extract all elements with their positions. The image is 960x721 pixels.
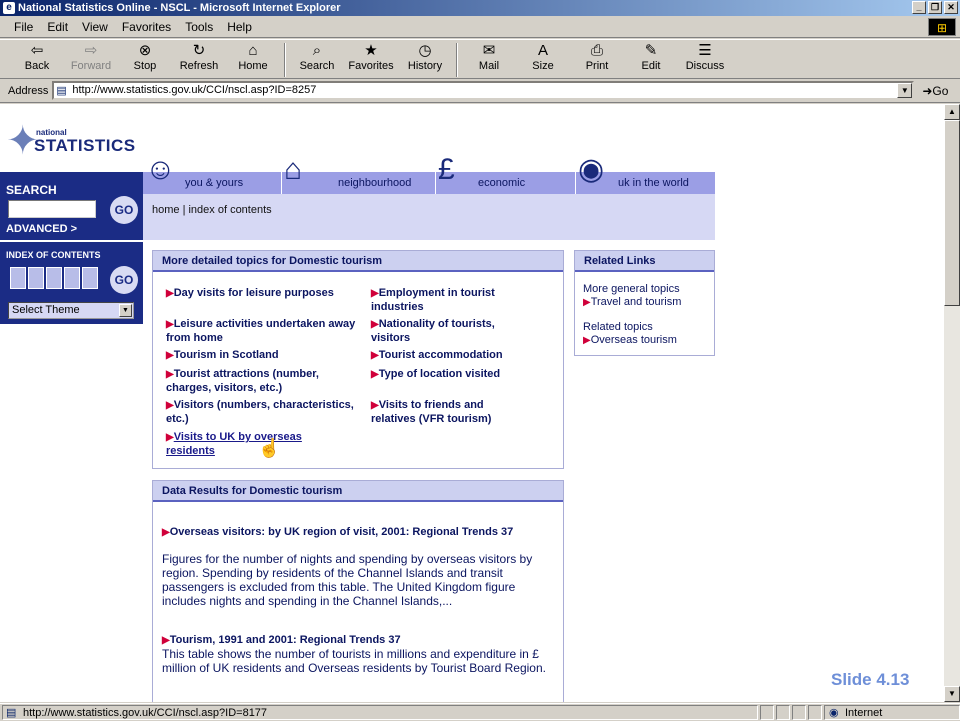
hand-cursor-icon: ☝ — [258, 438, 281, 458]
arrow-icon: ▶ — [371, 350, 379, 361]
page-icon: ▤ — [56, 85, 67, 97]
topic-link[interactable]: ▶Day visits for leisure purposes — [166, 287, 334, 299]
mail-icon: ✉ — [482, 42, 496, 59]
tab-economic[interactable]: £ economic — [436, 172, 576, 194]
breadcrumb-band — [143, 194, 715, 240]
topic-link-hovered[interactable]: ▶Visits to UK by overseas residents — [166, 431, 302, 457]
arrow-icon: ▶ — [162, 527, 170, 538]
chevron-down-icon: ▼ — [119, 304, 132, 317]
home-icon: ⌂ — [248, 42, 258, 59]
index-heading: INDEX OF CONTENTS — [6, 250, 101, 260]
search-input[interactable] — [8, 200, 96, 218]
related-links-heading: Related Links — [575, 251, 714, 272]
breadcrumb[interactable]: home | index of contents — [152, 204, 272, 216]
search-heading: SEARCH — [6, 183, 57, 197]
back-arrow-icon: ⇦ — [30, 42, 44, 59]
favorites-button[interactable]: ★ Favorites — [344, 40, 398, 78]
go-arrow-icon: ➜ — [922, 83, 933, 98]
stop-button[interactable]: ⊗ Stop — [118, 40, 172, 78]
arrow-icon: ▶ — [166, 400, 174, 411]
discuss-button[interactable]: ☰ Discuss — [678, 40, 732, 78]
forward-arrow-icon: ⇨ — [84, 42, 98, 59]
tab-you-and-yours[interactable]: ☺ you & yours — [143, 172, 282, 194]
scroll-thumb[interactable] — [944, 120, 960, 306]
arrow-icon: ▶ — [371, 319, 379, 330]
arrow-icon: ▶ — [166, 288, 174, 299]
globe-icon: ◉ — [578, 153, 605, 186]
slide-label: Slide 4.13 — [831, 670, 910, 689]
toolbar-separator — [456, 43, 458, 77]
refresh-icon: ↻ — [192, 42, 206, 59]
font-size-icon: A — [537, 42, 548, 59]
page-icon: ▤ — [6, 706, 17, 719]
topic-link[interactable]: ▶Visits to friends and relatives (VFR tourism) — [371, 399, 492, 425]
result-description: Figures for the number of nights and spending by overseas visitors by region. Spending by residents of the Channel Islands and transit passengers is excluded from this table. The United Kingdom figure includes nights and spending in the Channel Islands,... — [162, 552, 533, 608]
uk-map-icon: ✦ — [6, 119, 40, 163]
arrow-icon: ▶ — [583, 297, 591, 308]
menu-file[interactable]: File — [14, 19, 34, 34]
page-viewport — [0, 104, 944, 702]
windows-logo-icon: ⊞ — [928, 18, 956, 36]
topic-link[interactable]: ▶Tourism in Scotland — [166, 349, 279, 361]
toolbar — [0, 39, 960, 79]
address-input[interactable] — [52, 81, 914, 100]
ie-logo-icon: e — [3, 2, 15, 14]
history-icon: ◷ — [418, 42, 432, 59]
arrow-icon: ▶ — [166, 350, 174, 361]
arrow-icon: ▶ — [371, 288, 379, 299]
forward-button[interactable]: ⇨ Forward — [64, 40, 118, 78]
status-cell — [792, 705, 806, 720]
edit-button[interactable]: ✎ Edit — [624, 40, 678, 78]
refresh-button[interactable]: ↻ Refresh — [172, 40, 226, 78]
arrow-icon: ▶ — [166, 319, 174, 330]
go-button[interactable]: ➜Go — [922, 83, 949, 98]
topics-heading: More detailed topics for Domestic tourism — [153, 251, 563, 272]
status-cell — [760, 705, 774, 720]
address-label: Address — [8, 84, 49, 97]
pound-icon: £ — [438, 153, 455, 186]
menu-view[interactable]: View — [82, 19, 108, 34]
related-topics-label: Related topics — [583, 321, 653, 333]
menu-favorites[interactable]: Favorites — [121, 19, 172, 34]
result-title-link[interactable]: ▶Tourism, 1991 and 2001: Regional Trends 37 — [162, 634, 401, 646]
search-icon: ⌕ — [312, 42, 322, 59]
vertical-scrollbar[interactable] — [944, 104, 960, 702]
history-button[interactable]: ◷ History — [398, 40, 452, 78]
arrow-icon: ▶ — [583, 335, 591, 346]
discuss-icon: ☰ — [698, 42, 712, 59]
arrow-icon: ▶ — [371, 369, 379, 380]
theme-select[interactable]: Select Theme ▼ — [8, 302, 134, 319]
mail-button[interactable]: ✉ Mail — [462, 40, 516, 78]
status-cell — [776, 705, 790, 720]
toolbar-separator — [284, 43, 286, 77]
topic-link[interactable]: ▶Visitors (numbers, characteristics, etc.) — [166, 399, 354, 425]
status-zone: ◉ Internet — [824, 705, 960, 720]
arrow-icon: ▶ — [166, 369, 174, 380]
general-topics-label: More general topics — [583, 283, 680, 295]
tab-uk-in-the-world[interactable]: ◉ uk in the world — [576, 172, 715, 194]
national-statistics-logo[interactable]: ✦ national STATISTICS — [6, 112, 142, 172]
size-button[interactable]: A Size — [516, 40, 570, 78]
status-cell — [808, 705, 822, 720]
advanced-search-link[interactable]: ADVANCED > — [6, 223, 78, 235]
scroll-up-button[interactable]: ▲ — [944, 104, 960, 120]
search-go-button[interactable]: GO — [110, 196, 138, 224]
menu-edit[interactable]: Edit — [47, 19, 69, 34]
minimize-button[interactable]: _ — [912, 1, 926, 14]
arrow-icon: ▶ — [162, 635, 170, 646]
result-title-link[interactable]: ▶Overseas visitors: by UK region of visit, 2001: Regional Trends 37 — [162, 526, 514, 538]
close-button[interactable]: ✕ — [944, 1, 958, 14]
status-bar — [0, 703, 960, 720]
scroll-down-button[interactable]: ▼ — [944, 686, 960, 702]
globe-icon: ◉ — [829, 706, 839, 719]
print-button[interactable]: ⎙ Print — [570, 40, 624, 78]
topic-link[interactable]: ▶Tourist attractions (number, charges, visitors, etc.) — [166, 368, 319, 394]
left-panel — [0, 172, 143, 324]
result-description: This table shows the number of tourists in millions and expenditure in £ million of UK residents and Overseas residents by Tourist Board Region. — [162, 647, 546, 675]
topic-link[interactable]: ▶Nationality of tourists, visitors — [371, 318, 495, 344]
address-url: http://www.statistics.gov.uk/CCI/nscl.asp?ID=8257 — [72, 84, 317, 96]
printer-icon: ⎙ — [590, 42, 603, 59]
tab-neighbourhood[interactable]: ⌂ neighbourhood — [282, 172, 436, 194]
related-link[interactable]: ▶Travel and tourism — [583, 296, 682, 308]
favorites-icon: ★ — [364, 42, 378, 59]
window-title: National Statistics Online - NSCL - Microsoft Internet Explorer — [18, 2, 341, 14]
address-dropdown-button[interactable]: ▼ — [897, 83, 912, 98]
maximize-button[interactable]: ❐ — [928, 1, 942, 14]
stop-icon: ⊗ — [138, 42, 152, 59]
results-heading: Data Results for Domestic tourism — [153, 481, 563, 502]
status-url: ▤ http://www.statistics.gov.uk/CCI/nscl.asp?ID=8177 — [2, 705, 758, 720]
menu-tools[interactable]: Tools — [185, 19, 214, 34]
menu-help[interactable]: Help — [227, 19, 252, 34]
index-go-button[interactable]: GO — [110, 266, 138, 294]
topic-link[interactable]: ▶Type of location visited — [371, 368, 501, 380]
edit-icon: ✎ — [644, 42, 658, 59]
topic-link[interactable]: ▶Leisure activities undertaken away from home — [166, 318, 356, 344]
arrow-icon: ▶ — [371, 400, 379, 411]
menu-bar — [0, 16, 960, 38]
home-button[interactable]: ⌂ Home — [226, 40, 280, 78]
index-cards-icon — [10, 264, 100, 292]
topic-link[interactable]: ▶Tourist accommodation — [371, 349, 503, 361]
people-icon: ☺ — [145, 153, 176, 186]
houses-icon: ⌂ — [284, 153, 303, 186]
divider — [0, 240, 143, 242]
address-bar — [0, 79, 960, 103]
back-button[interactable]: ⇦ Back — [10, 40, 64, 78]
search-button[interactable]: ⌕ Search — [290, 40, 344, 78]
topic-link[interactable]: ▶Employment in tourist industries — [371, 287, 495, 313]
window-title-bar — [0, 0, 960, 16]
arrow-icon: ▶ — [166, 432, 174, 443]
related-link[interactable]: ▶Overseas tourism — [583, 334, 677, 346]
